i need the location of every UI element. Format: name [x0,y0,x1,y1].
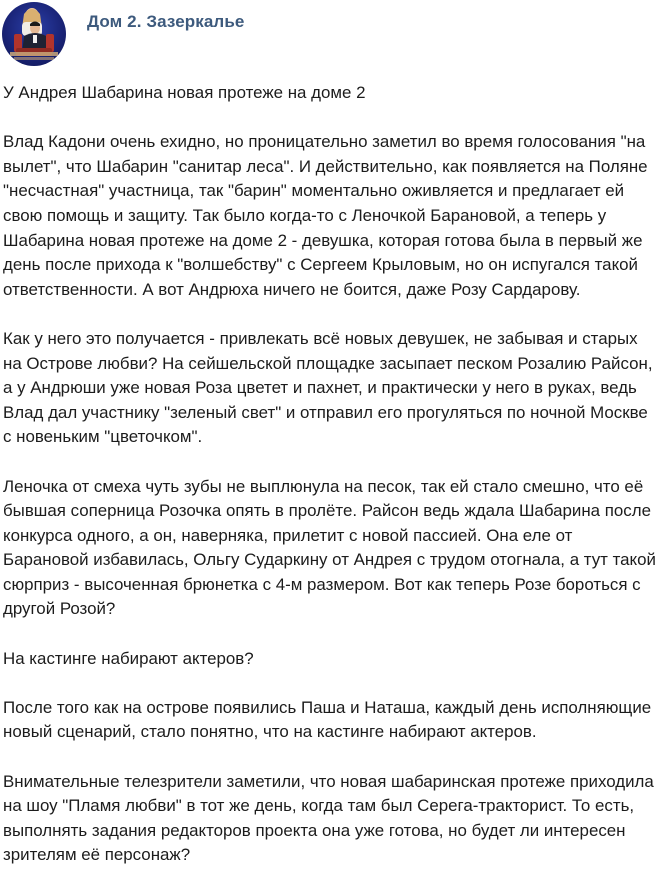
paragraph-3 [3,475,667,623]
paragraph-1 [3,130,667,302]
group-name-link[interactable]: Дом 2. Зазеркалье [87,12,245,31]
spacer [3,106,667,131]
paragraph-5 [3,696,667,745]
spacer [3,745,667,770]
post-body [3,81,667,868]
spacer [3,302,667,327]
subheading [3,647,667,672]
paragraph-line: другой Розой? [3,599,116,619]
paragraph-line: После того как на острове появились Паша и Наташа, каждый день исполняющие [3,697,652,717]
paragraph-line: выполнять задания редакторов проекта она уже готова, но будет ли интересен [3,820,626,840]
paragraph-line: ответственности. А вот Андрюха ничего не боится, даже Розу Сардарову. [3,279,581,299]
paragraph-line: "несчастная" участница, так "барин" моментально оживляется и предлагает ей [3,181,625,201]
spacer [3,450,667,475]
paragraph-line: конкурса одного, а он, наверняка, прилетит с новой пассией. Она еле от [3,525,573,545]
paragraph-line: зрителям её персонаж? [3,845,191,865]
paragraph-line: Влад Кадони очень ехидно, но проницательно заметил во время голосования "на [3,132,646,152]
paragraph-line: Внимательные телезрители заметили, что новая шабаринская протеже приходила [3,771,654,791]
paragraph-6 [3,770,667,868]
paragraph-line: Барановой избавилась, Ольгу Сударкину от Андрея с трудом отогнала, а тут такой [3,550,656,570]
paragraph-line: Леночка от смеха чуть зубы не выплюнула на песок, так ей стало смешно, что её [3,476,644,496]
spacer [3,622,667,647]
paragraph-2 [3,327,667,450]
group-avatar[interactable] [2,2,66,66]
post-header [0,0,670,70]
subheading-line: На кастинге набирают актеров? [3,648,254,668]
paragraph-line: сюрприз - высоченная брюнетка с 4-м размером. Вот как теперь Розе бороться с [3,574,641,594]
paragraph-line: свою помощь и защиту. Так было когда-то с Леночкой Барановой, а теперь у [3,205,607,225]
paragraph-line: Как у него это получается - привлекать всё новых девушек, не забывая и старых [3,328,638,348]
paragraph-line: на Острове любви? На сейшельской площадке засыпает песком Розалию Райсон, [3,353,653,373]
paragraph-line: вылет", что Шабарин "санитар леса". И действительно, как появляется на Поляне [3,156,648,176]
paragraph-line: Влад дал участнику "зеленый свет" и отправил его прогуляться по ночной Москве [3,402,648,422]
paragraph-line: на шоу "Пламя любви" в тот же день, когда там был Серега-тракторист. То есть, [3,796,635,816]
spacer [3,671,667,696]
group-avatar-image-icon [2,2,66,66]
paragraph-line: Шабарина новая протеже на доме 2 - девушка, которая готова была в первый же [3,230,643,250]
post-headline: У Андрея Шабарина новая протеже на доме 2 [3,83,366,102]
paragraph-line: бывшая соперница Розочка опять в пролёте. Райсон ведь ждала Шабарина после [3,501,651,521]
paragraph-line: а у Андрюши уже новая Роза цветет и пахнет, и практически у него в руках, ведь [3,378,637,398]
paragraph-line: день после прихода к "волшебству" с Сергеем Крыловым, но он испугался такой [3,255,638,275]
paragraph-line: новый сценарий, стало понятно, что на кастинге набирают актеров. [3,722,537,742]
paragraph-line: с новеньким "цветочком". [3,427,203,447]
